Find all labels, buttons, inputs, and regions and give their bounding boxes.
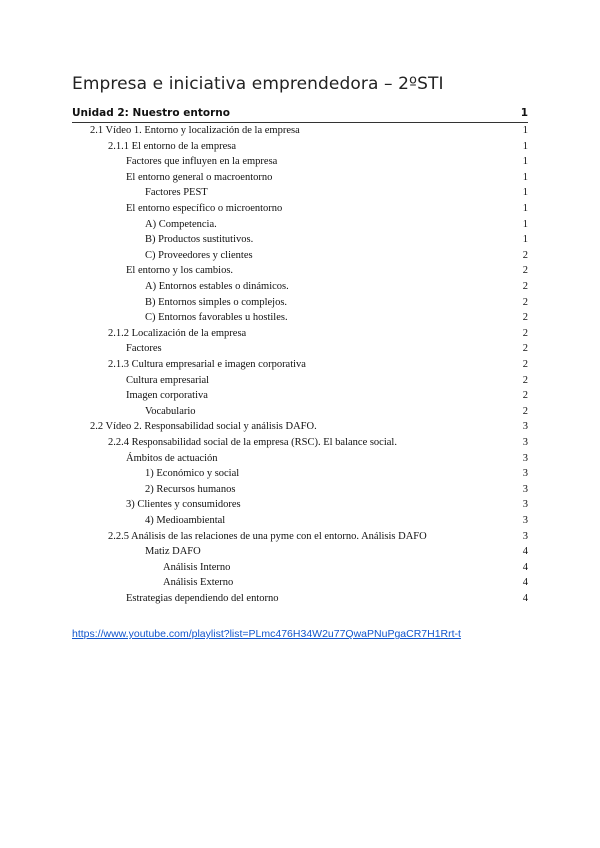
toc-entry-page: 2 <box>522 343 528 355</box>
toc-entry-text: Factores <box>126 343 162 355</box>
toc-entry-page: 1 <box>522 156 528 168</box>
toc-entry-page: 3 <box>522 421 528 433</box>
toc-unit-page: 1 <box>520 107 528 119</box>
toc-entry[interactable] <box>0 217 600 233</box>
toc-entry-text: 2) Recursos humanos <box>145 483 236 495</box>
toc-unit-label: Unidad 2: Nuestro entorno <box>72 107 230 119</box>
toc-entry-text: Vocabulario <box>145 405 196 417</box>
toc-entry-text: Factores que influyen en la empresa <box>126 156 278 168</box>
toc-entry-page: 4 <box>522 593 528 604</box>
toc-entry-text: Cultura empresarial <box>126 374 210 386</box>
toc-entry-text: 2.1 Vídeo 1. Entorno y localización de la empresa <box>90 125 300 136</box>
toc-entry[interactable] <box>0 279 600 295</box>
toc-entry-page: 2 <box>522 374 528 386</box>
toc-entry-text: Análisis Externo <box>163 577 234 589</box>
toc-entry[interactable] <box>0 139 600 155</box>
toc-entry-page: 1 <box>522 218 528 230</box>
toc-entry[interactable] <box>0 435 600 451</box>
toc-entry[interactable] <box>0 201 600 217</box>
toc-entry[interactable] <box>0 373 600 389</box>
toc-entry[interactable] <box>0 123 600 139</box>
toc-entry-page: 2 <box>522 390 528 402</box>
toc-entry[interactable] <box>0 154 600 170</box>
toc-entry-text: El entorno general o macroentorno <box>126 171 273 183</box>
toc-entry-page: 1 <box>522 125 528 136</box>
toc-entry[interactable] <box>0 404 600 420</box>
toc-entry-text: Imagen corporativa <box>126 390 208 402</box>
toc-entry-text: 2.2.4 Responsabilidad social de la empresa (RSC). El balance social. <box>108 437 397 448</box>
toc-entry-page: 3 <box>522 437 528 448</box>
toc-entry[interactable] <box>0 419 600 435</box>
toc-entry-text: Matiz DAFO <box>145 546 201 558</box>
toc-entry-text: 4) Medioambiental <box>145 515 226 526</box>
toc-entry-page: 1 <box>522 203 528 214</box>
toc-entry-text: Ámbitos de actuación <box>126 452 218 464</box>
toc-entry-text: 2.2 Vídeo 2. Responsabilidad social y análisis DAFO. <box>90 421 317 433</box>
toc-entry-page: 3 <box>522 499 528 511</box>
document-title: Empresa e iniciativa emprendedora – 2ºSTI <box>72 74 444 94</box>
toc-entry-text: 3) Clientes y consumidores <box>126 499 241 511</box>
toc-entry-text: A) Competencia. <box>145 218 217 230</box>
toc-entry-page: 1 <box>522 140 528 152</box>
toc-entry-page: 3 <box>522 483 528 495</box>
toc-entry-text: Factores PEST <box>145 187 208 199</box>
toc-entry-text: 2.1.2 Localización de la empresa <box>108 327 247 339</box>
toc-entry[interactable] <box>0 326 600 342</box>
playlist-link[interactable]: https://www.youtube.com/playlist?list=PLmc476H34W2u77QwaPNuPgaCR7H1Rrt-t <box>72 628 461 640</box>
toc-entry-page: 1 <box>522 171 528 183</box>
toc-entry-text: 2.1.1 El entorno de la empresa <box>108 140 236 152</box>
toc-entry[interactable] <box>0 591 600 607</box>
toc-entry-page: 2 <box>522 312 528 324</box>
toc-entry-text: B) Productos sustitutivos. <box>145 234 254 246</box>
toc-entry-page: 2 <box>522 265 528 277</box>
toc-entry-text: 1) Económico y social <box>145 468 240 480</box>
toc-entry-text: C) Entornos favorables u hostiles. <box>145 312 288 324</box>
toc-entry-text: A) Entornos estables o dinámicos. <box>145 281 289 292</box>
toc-entry-page: 4 <box>522 577 528 589</box>
toc-entry[interactable] <box>0 513 600 529</box>
toc-entry[interactable] <box>0 529 600 545</box>
toc-entry[interactable] <box>0 263 600 279</box>
toc-entry-text: Estrategias dependiendo del entorno <box>126 593 279 604</box>
toc-entry[interactable] <box>0 170 600 186</box>
toc-entry[interactable] <box>0 185 600 201</box>
toc-entry-text: 2.2.5 Análisis de las relaciones de una pyme con el entorno. Análisis DAFO <box>108 530 427 542</box>
toc-entry-page: 3 <box>522 515 528 526</box>
toc-entry[interactable] <box>0 357 600 373</box>
toc-entry[interactable] <box>0 295 600 311</box>
toc-entry-page: 3 <box>522 468 528 480</box>
toc-entry-text: B) Entornos simples o complejos. <box>145 296 288 308</box>
toc-entry-page: 2 <box>522 359 528 370</box>
toc-unit-heading[interactable] <box>72 106 528 123</box>
toc-entry[interactable] <box>0 497 600 513</box>
toc-entry-page: 2 <box>522 249 528 261</box>
toc-entry-text: C) Proveedores y clientes <box>145 249 253 261</box>
toc-entry-text: 2.1.3 Cultura empresarial e imagen corporativa <box>108 359 306 370</box>
toc-entry-text: El entorno específico o microentorno <box>126 203 283 214</box>
toc-entry-page: 2 <box>522 327 528 339</box>
toc-entry-page: 3 <box>522 530 528 542</box>
toc-entry-page: 1 <box>522 234 528 246</box>
toc-entry-page: 1 <box>522 187 528 199</box>
toc-entry[interactable] <box>0 248 600 264</box>
toc-entry-page: 3 <box>522 452 528 464</box>
toc-entry-page: 4 <box>522 561 528 573</box>
toc-entry-page: 2 <box>522 281 528 292</box>
toc-entry[interactable] <box>0 388 600 404</box>
toc-entry[interactable] <box>0 466 600 482</box>
toc-entry[interactable] <box>0 310 600 326</box>
toc-entry[interactable] <box>0 575 600 591</box>
toc-entry[interactable] <box>0 560 600 576</box>
toc-entry[interactable] <box>0 341 600 357</box>
toc-entry-page: 2 <box>522 405 528 417</box>
toc-entry-text: El entorno y los cambios. <box>126 265 234 277</box>
toc-entry[interactable] <box>0 232 600 248</box>
toc-entry-text: Análisis Interno <box>163 561 231 573</box>
toc-entry-page: 2 <box>522 296 528 308</box>
toc-entry[interactable] <box>0 544 600 560</box>
toc-entry-page: 4 <box>522 546 528 558</box>
toc-entry[interactable] <box>0 451 600 467</box>
toc-entry[interactable] <box>0 482 600 498</box>
